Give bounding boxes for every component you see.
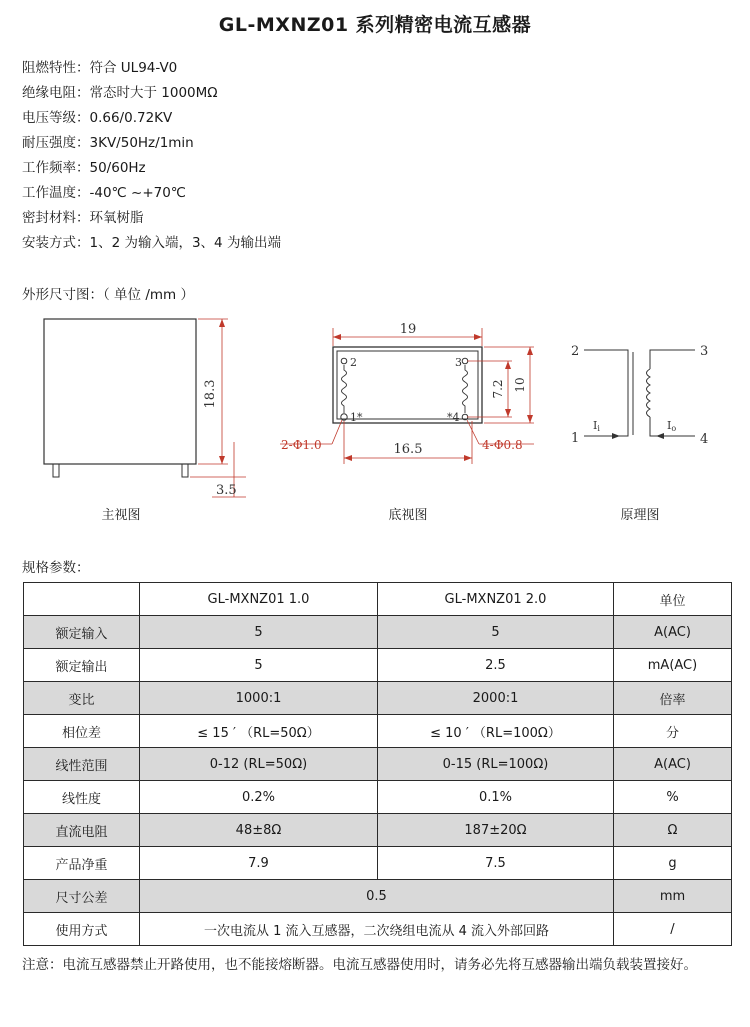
secondary-coil-icon: [647, 369, 651, 417]
input-arrow-icon: [612, 433, 620, 439]
table-row: 线性范围 0-12 (RL=50Ω) 0-15 (RL=100Ω) A(AC): [24, 748, 732, 781]
height-dimension: 18.3: [203, 379, 218, 409]
svg-text:4: 4: [700, 432, 709, 447]
pin-spacing-dimension: 16.5: [393, 442, 423, 457]
spec-flame: 阻燃特性：符合 UL94-V0: [22, 60, 178, 76]
model-1-header: GL-MXNZ01 1.0: [140, 583, 378, 616]
svg-text:*4: *4: [447, 411, 460, 424]
tolerance-row: 尺寸公差 0.5 mm: [24, 880, 732, 913]
table-header-row: [24, 583, 732, 616]
table-row: 产品净重 7.9 7.5 g: [24, 847, 732, 880]
table-row: 直流电阻 48±8Ω 187±20Ω Ω: [24, 814, 732, 847]
dimension-heading: 外形尺寸图：（ 单位 /mm ）: [22, 287, 194, 303]
svg-text:2: 2: [350, 356, 357, 369]
spec-mounting: 安装方式：1、2 为输入端，3、4 为输出端: [22, 235, 281, 251]
bottom-pin-2: [341, 358, 347, 364]
usage-row: 使用方式 一次电流从 1 流入互感器，二次绕组电流从 4 流入外部回路 /: [24, 913, 732, 946]
output-arrow-icon: [656, 433, 664, 439]
outer-dimension: 10: [513, 377, 527, 393]
output-current-label: Io: [667, 419, 677, 433]
spec-sealing: 密封材料：环氧树脂: [22, 210, 144, 226]
parameter-table: [23, 582, 732, 946]
table-row: 变比 1000:1 2000:1 倍率: [24, 682, 732, 715]
width-dimension: 19: [399, 322, 417, 337]
inner-dimension: 7.2: [491, 379, 505, 399]
model-2-header: GL-MXNZ01 2.0: [378, 583, 614, 616]
schematic-caption: 原理图: [620, 508, 660, 523]
spec-list: [22, 58, 281, 258]
svg-text:1: 1: [571, 431, 580, 446]
primary-coil-icon: [342, 365, 347, 413]
spec-temperature: 工作温度：-40℃ ~+70℃: [22, 185, 186, 201]
bottom-pin-3: [462, 358, 468, 364]
spec-insulation: 绝缘电阻：常态时大于 1000MΩ: [22, 85, 218, 101]
svg-text:3: 3: [700, 344, 709, 359]
right-hole-label: 4-Φ0.8: [482, 438, 523, 452]
table-row: 额定输出 5 2.5 mA(AC): [24, 649, 732, 682]
input-current-label: Ii: [593, 419, 600, 433]
front-view-drawing: [36, 312, 256, 502]
params-heading: 规格参数：: [22, 560, 90, 576]
unit-header: 单位: [614, 583, 732, 616]
warning-note: 注意：电流互感器禁止开路使用，也不能接熔断器。电流互感器使用时，请务必先将互感器输出端负载装置接好。: [22, 957, 697, 973]
table-row: 额定输入 5 5 A(AC): [24, 616, 732, 649]
front-body: [44, 319, 196, 464]
front-view-caption: 主视图: [101, 508, 141, 523]
svg-text:3: 3: [455, 356, 462, 369]
primary-winding: [584, 350, 628, 436]
svg-text:1*: 1*: [350, 411, 363, 424]
spec-voltage: 电压等级：0.66/0.72KV: [22, 110, 173, 126]
spec-frequency: 工作频率：50/60Hz: [22, 160, 146, 176]
schematic-drawing: [560, 335, 730, 455]
page-title: GL-MXNZ01 系列精密电流互感器: [218, 14, 532, 36]
secondary-coil-icon: [463, 365, 468, 413]
front-pin-left: [53, 464, 59, 477]
spec-withstand: 耐压强度：3KV/50Hz/1min: [22, 135, 194, 151]
bottom-view-drawing: [272, 318, 542, 468]
front-pin-right: [182, 464, 188, 477]
svg-text:2: 2: [571, 344, 580, 359]
table-row: 相位差 ≤ 15 ′ （RL=50Ω） ≤ 10 ′ （RL=100Ω） 分: [24, 715, 732, 748]
pin-length-dimension: 3.5: [216, 483, 237, 498]
left-hole-label: 2-Φ1.0: [281, 438, 322, 452]
bottom-view-caption: 底视图: [388, 508, 428, 523]
table-row: 线性度 0.2% 0.1% %: [24, 781, 732, 814]
